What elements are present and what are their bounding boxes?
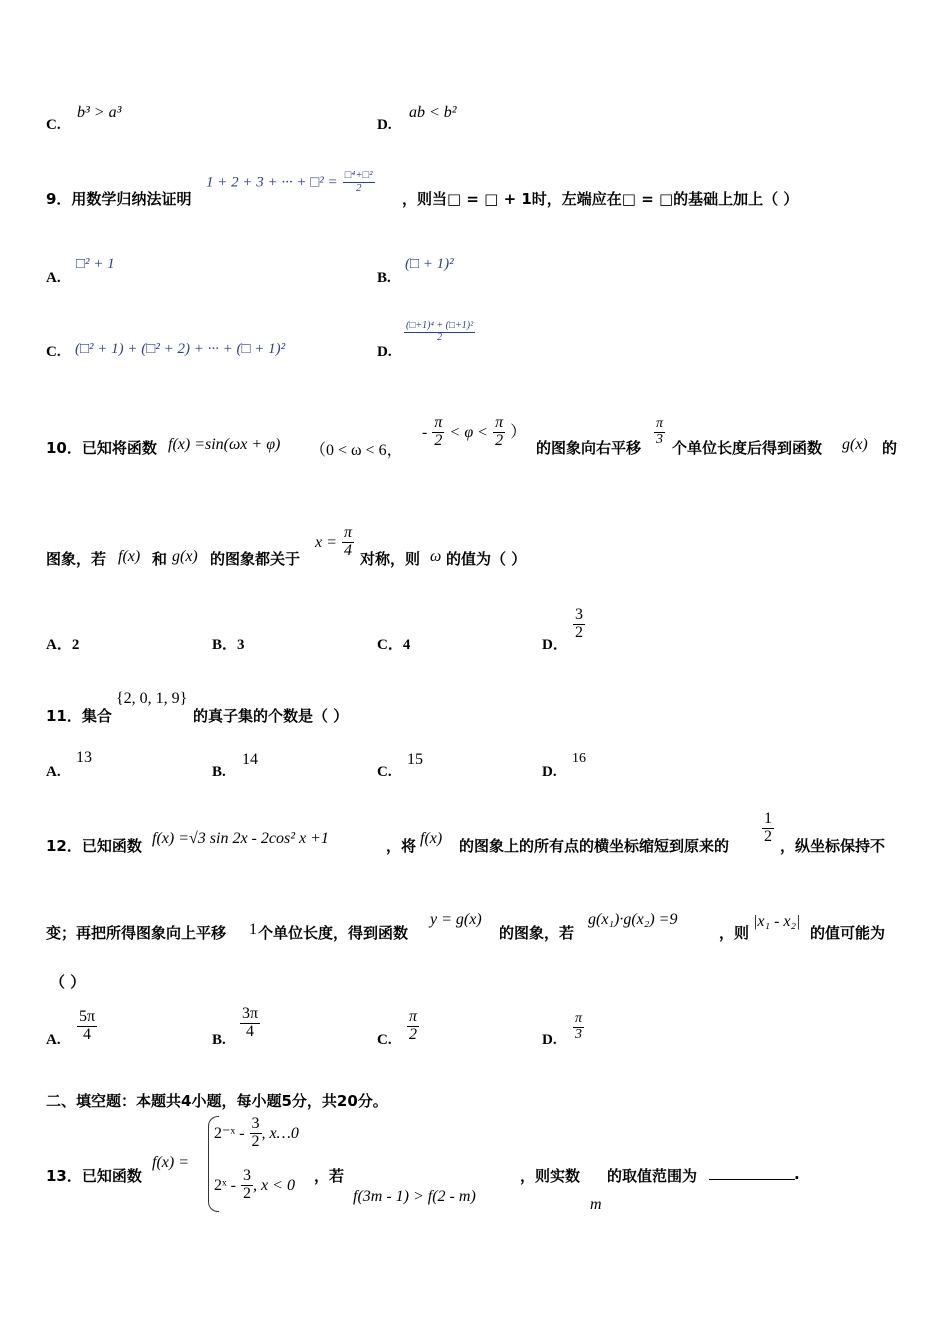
q13-case-1 <box>214 1116 299 1151</box>
q10-option-d-label: D． <box>542 637 568 653</box>
q12-option-c-label: C. <box>377 1032 392 1048</box>
q8-option-d-label: D. <box>377 117 392 133</box>
q13-case2-domain: , x < 0 <box>253 1176 295 1194</box>
q12-half-fraction <box>762 811 774 846</box>
q13-stem-if: ，若 <box>314 1167 345 1185</box>
q10-phi-right-den: 2 <box>495 431 504 449</box>
q9-option-d-fraction <box>404 321 475 343</box>
q11-option-a-value: 13 <box>76 749 92 766</box>
q13-stem-start: 13．已知函数 <box>46 1167 142 1185</box>
q9-option-c-label: C. <box>46 344 61 360</box>
q10-line2-end: 的值为（ ） <box>446 550 527 568</box>
q10-line2-and: 和 <box>152 550 168 568</box>
q12-option-c-num: π <box>409 1008 418 1025</box>
q11-option-a-label: A. <box>46 764 61 780</box>
q10-option-d-den: 2 <box>575 623 583 641</box>
q10-phi-left-den: 2 <box>434 431 443 449</box>
q10-condition-phi <box>422 415 526 450</box>
q10-stem-de: 的 <box>882 439 898 457</box>
q10-phi-left-fraction <box>432 415 444 450</box>
q10-function-g: g(x) <box>842 436 868 453</box>
q10-option-a: A．2 <box>46 637 80 653</box>
q13-stem-period: . <box>794 1165 800 1183</box>
q12-option-d-den: 3 <box>575 1026 582 1042</box>
q12-line2-then: ，则 <box>719 924 750 942</box>
q10-line2-g: g(x) <box>172 548 198 565</box>
q9-option-c-expr: (□² + 1) + (□² + 2) + ··· + (□ + 1)² <box>75 341 286 357</box>
q12-option-b-den: 4 <box>246 1022 255 1040</box>
q12-line2-abs: |x₁ - x₂| <box>753 913 801 930</box>
q8-option-c-expr: b³ > a³ <box>77 104 122 121</box>
q10-shift-num: π <box>656 416 664 431</box>
q12-option-c-fraction <box>407 1009 419 1044</box>
q13-case2-num: 3 <box>243 1167 252 1184</box>
q12-half-den: 2 <box>764 827 772 845</box>
q9-option-d-label: D. <box>377 344 392 360</box>
q9-option-b-label: B. <box>377 270 391 286</box>
q11-option-c-label: C. <box>377 764 392 780</box>
q9-option-a-expr: □² + 1 <box>76 256 115 272</box>
q12-option-b-fraction <box>240 1006 260 1041</box>
q12-line2-one: 1 <box>249 921 257 938</box>
q10-option-d-fraction <box>573 607 585 642</box>
q10-line2-then: 对称，则 <box>360 550 421 568</box>
q10-phi-right-num: π <box>495 414 504 431</box>
q12-stem-shrink: 的图象上的所有点的横坐标缩短到原来的 <box>459 837 730 855</box>
q12-option-d-fraction <box>573 1012 584 1042</box>
q10-line2-symmetric: 的图象都关于 <box>210 550 301 568</box>
q13-case1-expr: 2⁻ˣ - <box>214 1124 245 1142</box>
q10-line2-start: 图象，若 <box>46 550 107 568</box>
q12-line2-graph: 的图象，若 <box>499 924 575 942</box>
q13-answer-blank[interactable] <box>709 1165 795 1184</box>
q10-stem-start: 10．已知将函数 <box>46 439 157 457</box>
section-heading-fill-in: 二、填空题：本题共4小题，每小题5分，共20分。 <box>46 1092 388 1110</box>
q9-formula <box>206 170 375 194</box>
q12-option-a-den: 4 <box>83 1025 92 1043</box>
q13-case-2 <box>214 1168 295 1203</box>
q12-option-b-label: B. <box>212 1032 226 1048</box>
q8-option-c-label: C. <box>46 117 61 133</box>
q12-line2-y: y = g(x) <box>430 911 482 928</box>
q12-line2-get: 个单位长度，得到函数 <box>258 924 409 942</box>
q10-option-d-num: 3 <box>575 606 583 623</box>
q12-option-b-num: 3π <box>242 1005 259 1022</box>
q11-stem-start: 11．集合 <box>46 707 112 725</box>
q12-option-a-num: 5π <box>79 1008 96 1025</box>
q12-line2-may: 的值可能为 <box>810 924 886 942</box>
q10-shift-den: 3 <box>656 431 663 447</box>
q13-case1-den: 2 <box>251 1132 260 1150</box>
q13-case1-domain: , x…0 <box>261 1124 299 1142</box>
q13-var-m: m <box>590 1196 602 1213</box>
q10-line2-four: 4 <box>344 541 352 559</box>
q9-formula-lhs: 1 + 2 + 3 + ··· + □² = <box>206 174 338 191</box>
q9-option-d-denominator: 2 <box>437 331 443 343</box>
q10-phi-left-num: π <box>434 414 443 431</box>
q10-option-b: B．3 <box>212 637 245 653</box>
q9-option-d-expr <box>404 321 475 343</box>
q11-option-b-label: B. <box>212 764 226 780</box>
q12-option-d-label: D. <box>542 1032 557 1048</box>
q10-line2-x: x = <box>315 533 337 551</box>
q13-case1-num: 3 <box>251 1115 260 1132</box>
q11-set: {2, 0, 1, 9} <box>116 690 188 707</box>
q13-inequality: f(3m - 1) > f(2 - m) <box>353 1188 476 1205</box>
q10-phi-right-fraction <box>493 415 505 450</box>
q12-stem-jiang: ，将 <box>386 837 417 855</box>
q10-line2-omega: ω <box>430 548 442 565</box>
q12-line2-condition: g(x₁)·g(x₂) =9 <box>588 911 678 928</box>
q9-formula-fraction <box>343 170 375 194</box>
q12-stem-start: 12．已知函数 <box>46 837 142 855</box>
q11-option-b-value: 14 <box>242 751 258 768</box>
q12-option-d-num: π <box>575 1011 583 1026</box>
q9-formula-numerator: □⁴+□² <box>344 169 373 181</box>
q12-stem-keep: ，纵坐标保持不 <box>780 837 886 855</box>
q10-phi-close: ） <box>510 423 527 441</box>
q10-option-c: C．4 <box>377 637 411 653</box>
q9-option-a-label: A. <box>46 270 61 286</box>
q10-line2-pi: π <box>344 524 353 541</box>
q10-line2-axis <box>315 525 354 560</box>
q10-stem-get: 个单位长度后得到函数 <box>672 439 823 457</box>
q10-line2-f: f(x) <box>118 548 141 565</box>
q13-function-f: f(x) = <box>152 1154 189 1171</box>
q12-answer-paren: （ ） <box>50 973 86 991</box>
q13-case2-expr: 2ˣ - <box>214 1176 236 1194</box>
q9-stem-end: ，则当□ = □ + 1时，左端应在□ = □的基础上加上（ ） <box>402 190 799 208</box>
q9-option-b-expr: (□ + 1)² <box>405 256 454 272</box>
q10-phi-minus: - <box>422 423 428 441</box>
q12-option-a-fraction <box>77 1009 97 1044</box>
q13-stem-range: 的取值范围为 <box>607 1167 698 1185</box>
q12-half-num: 1 <box>764 810 772 827</box>
q10-function-f: f(x) =sin(ωx + φ) <box>168 436 281 453</box>
q10-stem-shift: 的图象向右平移 <box>536 439 642 457</box>
q12-option-a-label: A. <box>46 1032 61 1048</box>
q13-stem-real: ，则实数 <box>520 1167 581 1185</box>
q9-formula-denominator: 2 <box>355 181 362 194</box>
q13-case2-den: 2 <box>243 1184 252 1202</box>
q12-function-f2: f(x) <box>420 830 443 847</box>
q8-option-d-expr: ab < b² <box>409 104 457 121</box>
q12-line2-start: 变；再把所得图象向上平移 <box>46 924 227 942</box>
q12-function-f: f(x) =√3 sin 2x - 2cos² x +1 <box>152 830 329 847</box>
q11-option-d-value: 16 <box>572 751 586 766</box>
q9-option-d-numerator: (□+1)⁴ + (□+1)² <box>406 320 474 331</box>
q10-condition-omega: （0 < ω < 6， <box>310 442 403 459</box>
q11-option-d-label: D. <box>542 764 557 780</box>
q10-shift-fraction <box>654 417 665 447</box>
q12-option-c-den: 2 <box>409 1025 417 1043</box>
q11-option-c-value: 15 <box>407 751 423 768</box>
q11-stem-end: 的真子集的个数是（ ） <box>193 707 349 725</box>
q10-phi-mid: < φ < <box>449 423 488 441</box>
q9-stem-start: 9．用数学归纳法证明 <box>46 190 192 208</box>
